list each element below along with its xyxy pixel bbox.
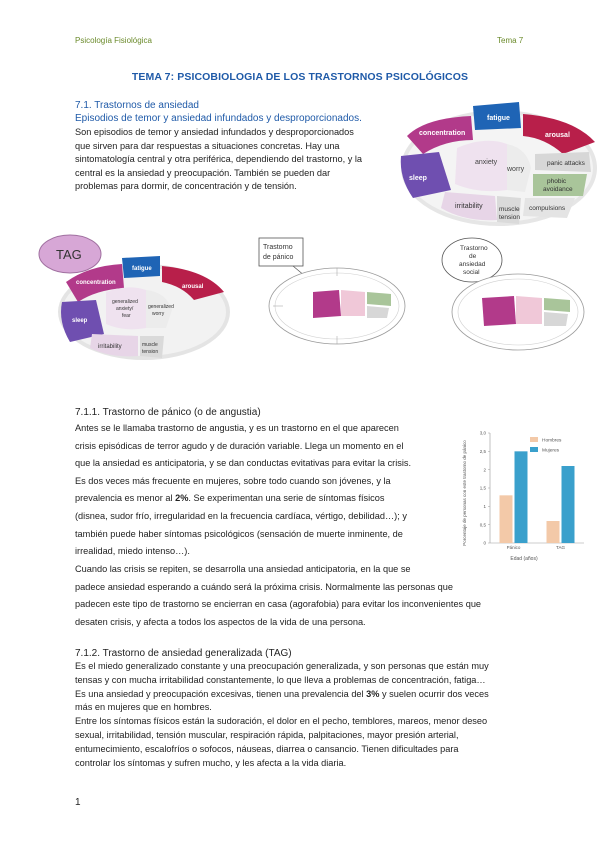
social-bubble-line-3: ansiedad — [459, 261, 486, 268]
social-segment-worry — [516, 296, 542, 324]
chart-y-tick-label: 1 — [483, 503, 486, 509]
page-title: TEMA 7: PSICOBIOLOGIA DE LOS TRASTORNOS PSICOLÓGICOS — [131, 71, 469, 83]
text-line: que la ansiedad es anticipatoria, y se dan conductas evitativas para evitar la crisis. — [75, 458, 412, 469]
panic-wheel-figure — [243, 236, 413, 348]
panic-segment-center — [313, 290, 341, 318]
tag-label-arousal: arousal — [182, 284, 204, 290]
section-7-1-subheading: Episodios de temor y ansiedad infundados y desproporcionados. — [75, 113, 362, 124]
chart-x-axis-label: Edad (años) — [510, 556, 538, 562]
text-line: Entre los síntomas físicos están la sudoración, el dolor en el pecho, temblores, mareos, menor deseo — [75, 716, 488, 727]
label-irritability: irritability — [455, 203, 483, 210]
text-line: Es el miedo generalizado constante y una preocupación generalizada, y son personas que están muy — [75, 661, 489, 671]
text-line: sintomatología central y otra periférica, dependiendo del trastorno, y la — [75, 154, 363, 165]
text-run: Es una ansiedad y preocupación excesivas, tienen una prevalencia del — [75, 688, 367, 699]
text-line: entumecimiento, escalofríos o sofocos, náuseas, diarrea o cansancio. Tienen dificultades para — [75, 743, 459, 754]
tag-label-tension: tension — [142, 349, 159, 355]
label-panic-attacks: panic attacks — [547, 160, 585, 167]
chart-bar — [562, 466, 575, 543]
tag-label-fatigue: fatigue — [132, 266, 152, 272]
chart-x-tick-label: TAG — [556, 545, 565, 550]
label-muscle: muscle — [499, 206, 520, 213]
label-tension: tension — [499, 214, 520, 221]
tag-label-center-1: generalized — [112, 299, 138, 305]
text-line: controlar los síntomas y sufren mucho, y les afecta a la vida diaria. — [75, 757, 347, 768]
text-run: y suelen ocurrir dos veces — [379, 688, 489, 699]
social-segment-phobic — [544, 298, 570, 312]
section-7-1-1-paragraph-a — [75, 420, 455, 561]
social-segment-center — [482, 296, 516, 326]
tag-label-irritability: irritability — [98, 344, 122, 350]
section-7-1-paragraph — [75, 126, 405, 194]
chart-y-tick-label: 0 — [483, 540, 486, 546]
chart-bar — [515, 451, 528, 543]
label-sleep: sleep — [409, 175, 427, 182]
tag-label-center-2: anxiety/ — [116, 306, 134, 312]
text-line: Cuando las crisis se repiten, se desarrolla una ansiedad anticipatoria, en la que se — [75, 564, 411, 574]
anxiety-symptom-wheel-figure — [395, 98, 600, 230]
text-line: Son episodios de temor y ansiedad infundados y desproporcionados — [75, 127, 354, 137]
social-segment-panic — [544, 312, 568, 326]
prevalence-bar-chart — [452, 423, 592, 563]
social-bubble-line-2: de — [469, 253, 477, 260]
chart-y-tick-label: 0,5 — [479, 522, 486, 528]
chart-y-tick-label: 2,5 — [479, 448, 486, 454]
social-anxiety-wheel-figure — [430, 236, 590, 354]
text-line: desaten crisis, y afecta a todos los aspectos de la vida de una persona. — [75, 616, 366, 627]
section-7-1-1-paragraph-b — [75, 561, 535, 631]
tag-label-worry-1: generalized — [148, 304, 174, 310]
text-line: padece ansiedad esperando a cuándo será la próxima crisis. Normalmente las personas que — [75, 581, 453, 592]
tag-label-worry-2: worry — [152, 311, 165, 317]
text-run: . Se experimentan una serie de síntomas físicos — [188, 493, 385, 504]
text-line: central es la ansiedad y preocupación. También se pueden dar — [75, 167, 331, 178]
social-bubble-line-1: Trastorno — [460, 245, 488, 252]
tag-label-concentration: concentration — [76, 280, 116, 286]
section-7-1-1-heading: 7.1.1. Trastorno de pánico (o de angustia) — [75, 407, 261, 418]
chart-legend-label: Hombres — [542, 438, 562, 444]
chart-y-tick-label: 2 — [483, 467, 486, 473]
chart-legend-label: Mujeres — [542, 448, 560, 454]
running-header-subject: Psicología Fisiológica — [75, 36, 152, 45]
chart-x-tick-label: Pánico — [506, 545, 521, 550]
tag-label-muscle: muscle — [142, 342, 158, 348]
label-anxiety: anxiety — [475, 159, 498, 166]
text-line: más en mujeres que en hombres. — [75, 702, 212, 713]
panic-segment-worry — [341, 290, 365, 316]
label-avoidance: avoidance — [543, 186, 573, 193]
text-line: sexual, irritabilidad, tensión muscular, respiración rápida, palpitaciones, mayor presión arterial, — [75, 729, 459, 740]
tag-label-sleep: sleep — [72, 318, 88, 324]
panic-bubble-line-2: de pánico — [263, 254, 294, 261]
label-worry: worry — [507, 166, 525, 173]
text-line: tensas y con mucha irritabilidad constantemente, lo que lleva a problemas de concentración, fatiga… — [75, 674, 486, 685]
panic-bubble-line-1: Trastorno — [263, 244, 293, 251]
page-number: 1 — [75, 797, 81, 808]
text-line: irrealidad, miedo intenso…). — [75, 546, 190, 557]
label-fatigue: fatigue — [487, 115, 510, 122]
label-compulsions: compulsions — [529, 205, 566, 212]
label-concentration: concentration — [419, 130, 466, 137]
prevalence-tag: 3% — [366, 688, 380, 699]
text-line: padecen este tipo de trastorno se encierran en casa (agorafobia) para evitar los inconvenientes que — [75, 599, 482, 610]
chart-y-tick-label: 1,5 — [479, 485, 486, 491]
text-line — [75, 688, 535, 702]
text-run: prevalencia es menor al — [75, 493, 176, 504]
running-header-topic: Tema 7 — [497, 36, 524, 45]
tag-bubble-label: TAG — [56, 247, 82, 262]
text-line: que sirven para dar respuestas a situaciones concretas. Hay una — [75, 140, 340, 151]
chart-y-axis-label: Porcentaje de personas con este trastorno de pánico — [462, 440, 467, 546]
chart-bar — [547, 521, 560, 543]
label-phobic: phobic — [547, 178, 567, 185]
chart-y-tick-label: 3,0 — [479, 430, 486, 436]
section-7-1-heading: 7.1. Trastornos de ansiedad — [75, 100, 199, 111]
text-line: Antes se le llamaba trastorno de angustia, y es un trastorno en el que aparecen — [75, 423, 399, 433]
label-arousal: arousal — [545, 132, 570, 139]
tag-wheel-figure — [26, 230, 236, 362]
text-line: (disnea, sudor frío, irregularidad en la frecuencia cardíaca, vértigo, debilidad…); y — [75, 510, 407, 521]
social-bubble-line-4: social — [463, 269, 480, 276]
text-line: crisis episódicas de terror agudo y de duración variable. Llega un momento en el — [75, 440, 404, 451]
panic-segment-phobic — [367, 292, 391, 306]
text-line — [75, 490, 455, 508]
section-7-1-2-heading: 7.1.2. Trastorno de ansiedad generalizada (TAG) — [75, 648, 292, 659]
section-7-1-2-paragraph — [75, 660, 535, 770]
chart-legend-swatch — [530, 437, 538, 442]
text-line: Es dos veces más frecuente en mujeres, sobre todo cuando son jóvenes, y la — [75, 475, 391, 486]
text-line: también puede haber síntomas psicológicos (sensación de muerte inminente, de — [75, 528, 403, 539]
prevalence-panic: 2% — [175, 493, 189, 504]
tag-label-center-3: fear — [122, 313, 131, 319]
chart-legend-swatch — [530, 447, 538, 452]
panic-bubble — [259, 238, 303, 266]
chart-bar — [500, 495, 513, 543]
panic-segment-panic — [367, 306, 389, 318]
text-line: problemas para dormir, de concentración y de tensión. — [75, 181, 297, 192]
